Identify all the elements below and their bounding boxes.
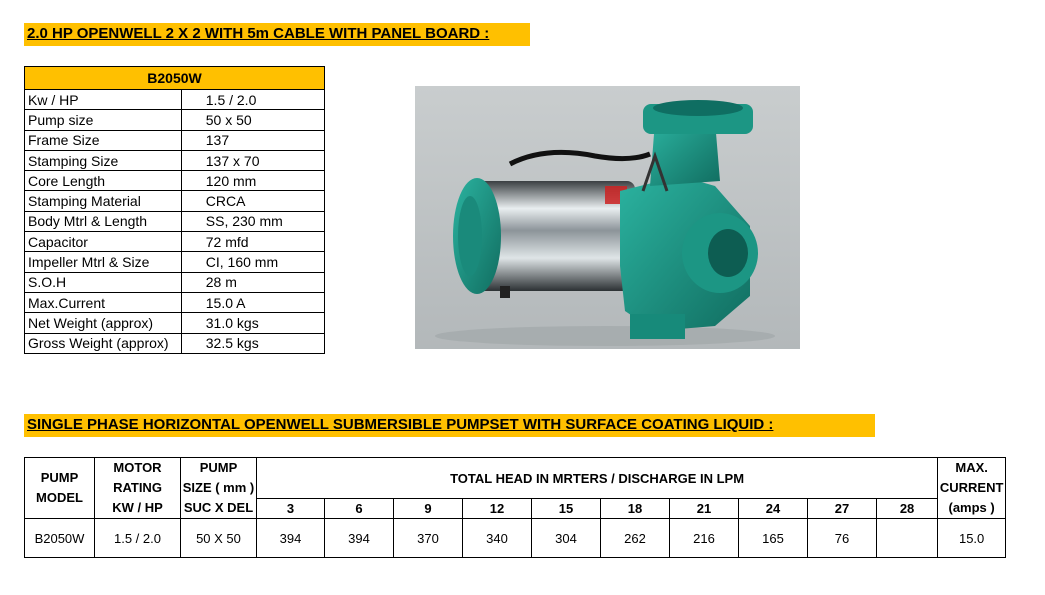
spec-value: SS, 230 mm — [181, 211, 324, 231]
section-title-performance: SINGLE PHASE HORIZONTAL OPENWELL SUBMERSIBLE PUMPSET WITH SURFACE COATING LIQUID : — [24, 414, 875, 437]
header-motor-rating — [95, 458, 181, 519]
spec-value: 15.0 A — [181, 292, 324, 312]
spec-row — [25, 333, 325, 353]
header-max-current — [938, 458, 1006, 519]
header-max-current-line2: CURRENT — [939, 480, 1004, 495]
header-total-head: TOTAL HEAD IN MRTERS / DISCHARGE IN LPM — [257, 458, 938, 499]
spec-row — [25, 110, 325, 130]
spec-label: Net Weight (approx) — [25, 313, 182, 333]
spec-row — [25, 292, 325, 312]
spec-label: Gross Weight (approx) — [25, 333, 182, 353]
spec-row — [25, 130, 325, 150]
spec-label: Capacitor — [25, 232, 182, 252]
cell-discharge: 216 — [670, 519, 739, 558]
spec-value: 137 — [181, 130, 324, 150]
cell-current: 15.0 — [938, 519, 1006, 558]
spec-label: Impeller Mtrl & Size — [25, 252, 182, 272]
cell-discharge: 340 — [463, 519, 532, 558]
spec-row — [25, 150, 325, 170]
header-head-18: 18 — [601, 499, 670, 519]
spec-value: 120 mm — [181, 171, 324, 191]
cell-rating: 1.5 / 2.0 — [95, 519, 181, 558]
cell-model: B2050W — [25, 519, 95, 558]
spec-label: Body Mtrl & Length — [25, 211, 182, 231]
spec-row — [25, 90, 325, 110]
spec-label: Stamping Size — [25, 150, 182, 170]
spec-row — [25, 252, 325, 272]
cell-discharge: 394 — [257, 519, 325, 558]
spec-row — [25, 313, 325, 333]
header-head-27: 27 — [808, 499, 877, 519]
spec-model-header: B2050W — [25, 67, 325, 90]
spec-value: 32.5 kgs — [181, 333, 324, 353]
header-pump-model — [25, 458, 95, 519]
header-head-28: 28 — [877, 499, 938, 519]
spec-value: CI, 160 mm — [181, 252, 324, 272]
spec-label: Max.Current — [25, 292, 182, 312]
spec-row — [25, 232, 325, 252]
header-motor-rating-line1: MOTOR — [113, 460, 162, 475]
spec-row — [25, 171, 325, 191]
header-pump-size-line2: SIZE ( mm ) — [182, 480, 255, 495]
header-head-21: 21 — [670, 499, 739, 519]
pump-photo — [415, 86, 800, 349]
header-pump-size — [181, 458, 257, 519]
performance-table — [24, 457, 1006, 558]
header-max-current-line1: MAX. — [955, 460, 988, 475]
spec-label: Core Length — [25, 171, 182, 191]
spec-value: 31.0 kgs — [181, 313, 324, 333]
spec-value: 28 m — [181, 272, 324, 292]
spec-value: CRCA — [181, 191, 324, 211]
header-pump-size-line1: PUMP — [199, 460, 238, 475]
spec-label: Frame Size — [25, 130, 182, 150]
header-head-12: 12 — [463, 499, 532, 519]
spec-row — [25, 211, 325, 231]
cell-size: 50 X 50 — [181, 519, 257, 558]
cell-discharge: 370 — [394, 519, 463, 558]
cell-discharge: 262 — [601, 519, 670, 558]
header-pump-size-line3: SUC X DEL — [183, 500, 254, 515]
header-head-24: 24 — [739, 499, 808, 519]
cell-discharge: 304 — [532, 519, 601, 558]
spec-row — [25, 272, 325, 292]
spec-value: 137 x 70 — [181, 150, 324, 170]
spec-table — [24, 66, 325, 354]
header-pump-model-line1: PUMP — [40, 470, 79, 485]
spec-label: S.O.H — [25, 272, 182, 292]
header-motor-rating-line3: KW / HP — [112, 500, 163, 515]
header-pump-model-line2: MODEL — [36, 490, 83, 505]
spec-label: Pump size — [25, 110, 182, 130]
spec-value: 72 mfd — [181, 232, 324, 252]
cell-discharge: 165 — [739, 519, 808, 558]
header-max-current-line3: (amps ) — [948, 500, 995, 515]
header-head-9: 9 — [394, 499, 463, 519]
cell-discharge — [877, 519, 938, 558]
cell-discharge: 76 — [808, 519, 877, 558]
header-head-3: 3 — [257, 499, 325, 519]
spec-label: Kw / HP — [25, 90, 182, 110]
spec-row — [25, 191, 325, 211]
spec-value: 1.5 / 2.0 — [181, 90, 324, 110]
cell-discharge: 394 — [325, 519, 394, 558]
header-motor-rating-line2: RATING — [113, 480, 162, 495]
header-head-15: 15 — [532, 499, 601, 519]
section-title-panel-board: 2.0 HP OPENWELL 2 X 2 WITH 5m CABLE WITH PANEL BOARD : — [24, 23, 530, 46]
spec-value: 50 x 50 — [181, 110, 324, 130]
spec-label: Stamping Material — [25, 191, 182, 211]
header-head-6: 6 — [325, 499, 394, 519]
